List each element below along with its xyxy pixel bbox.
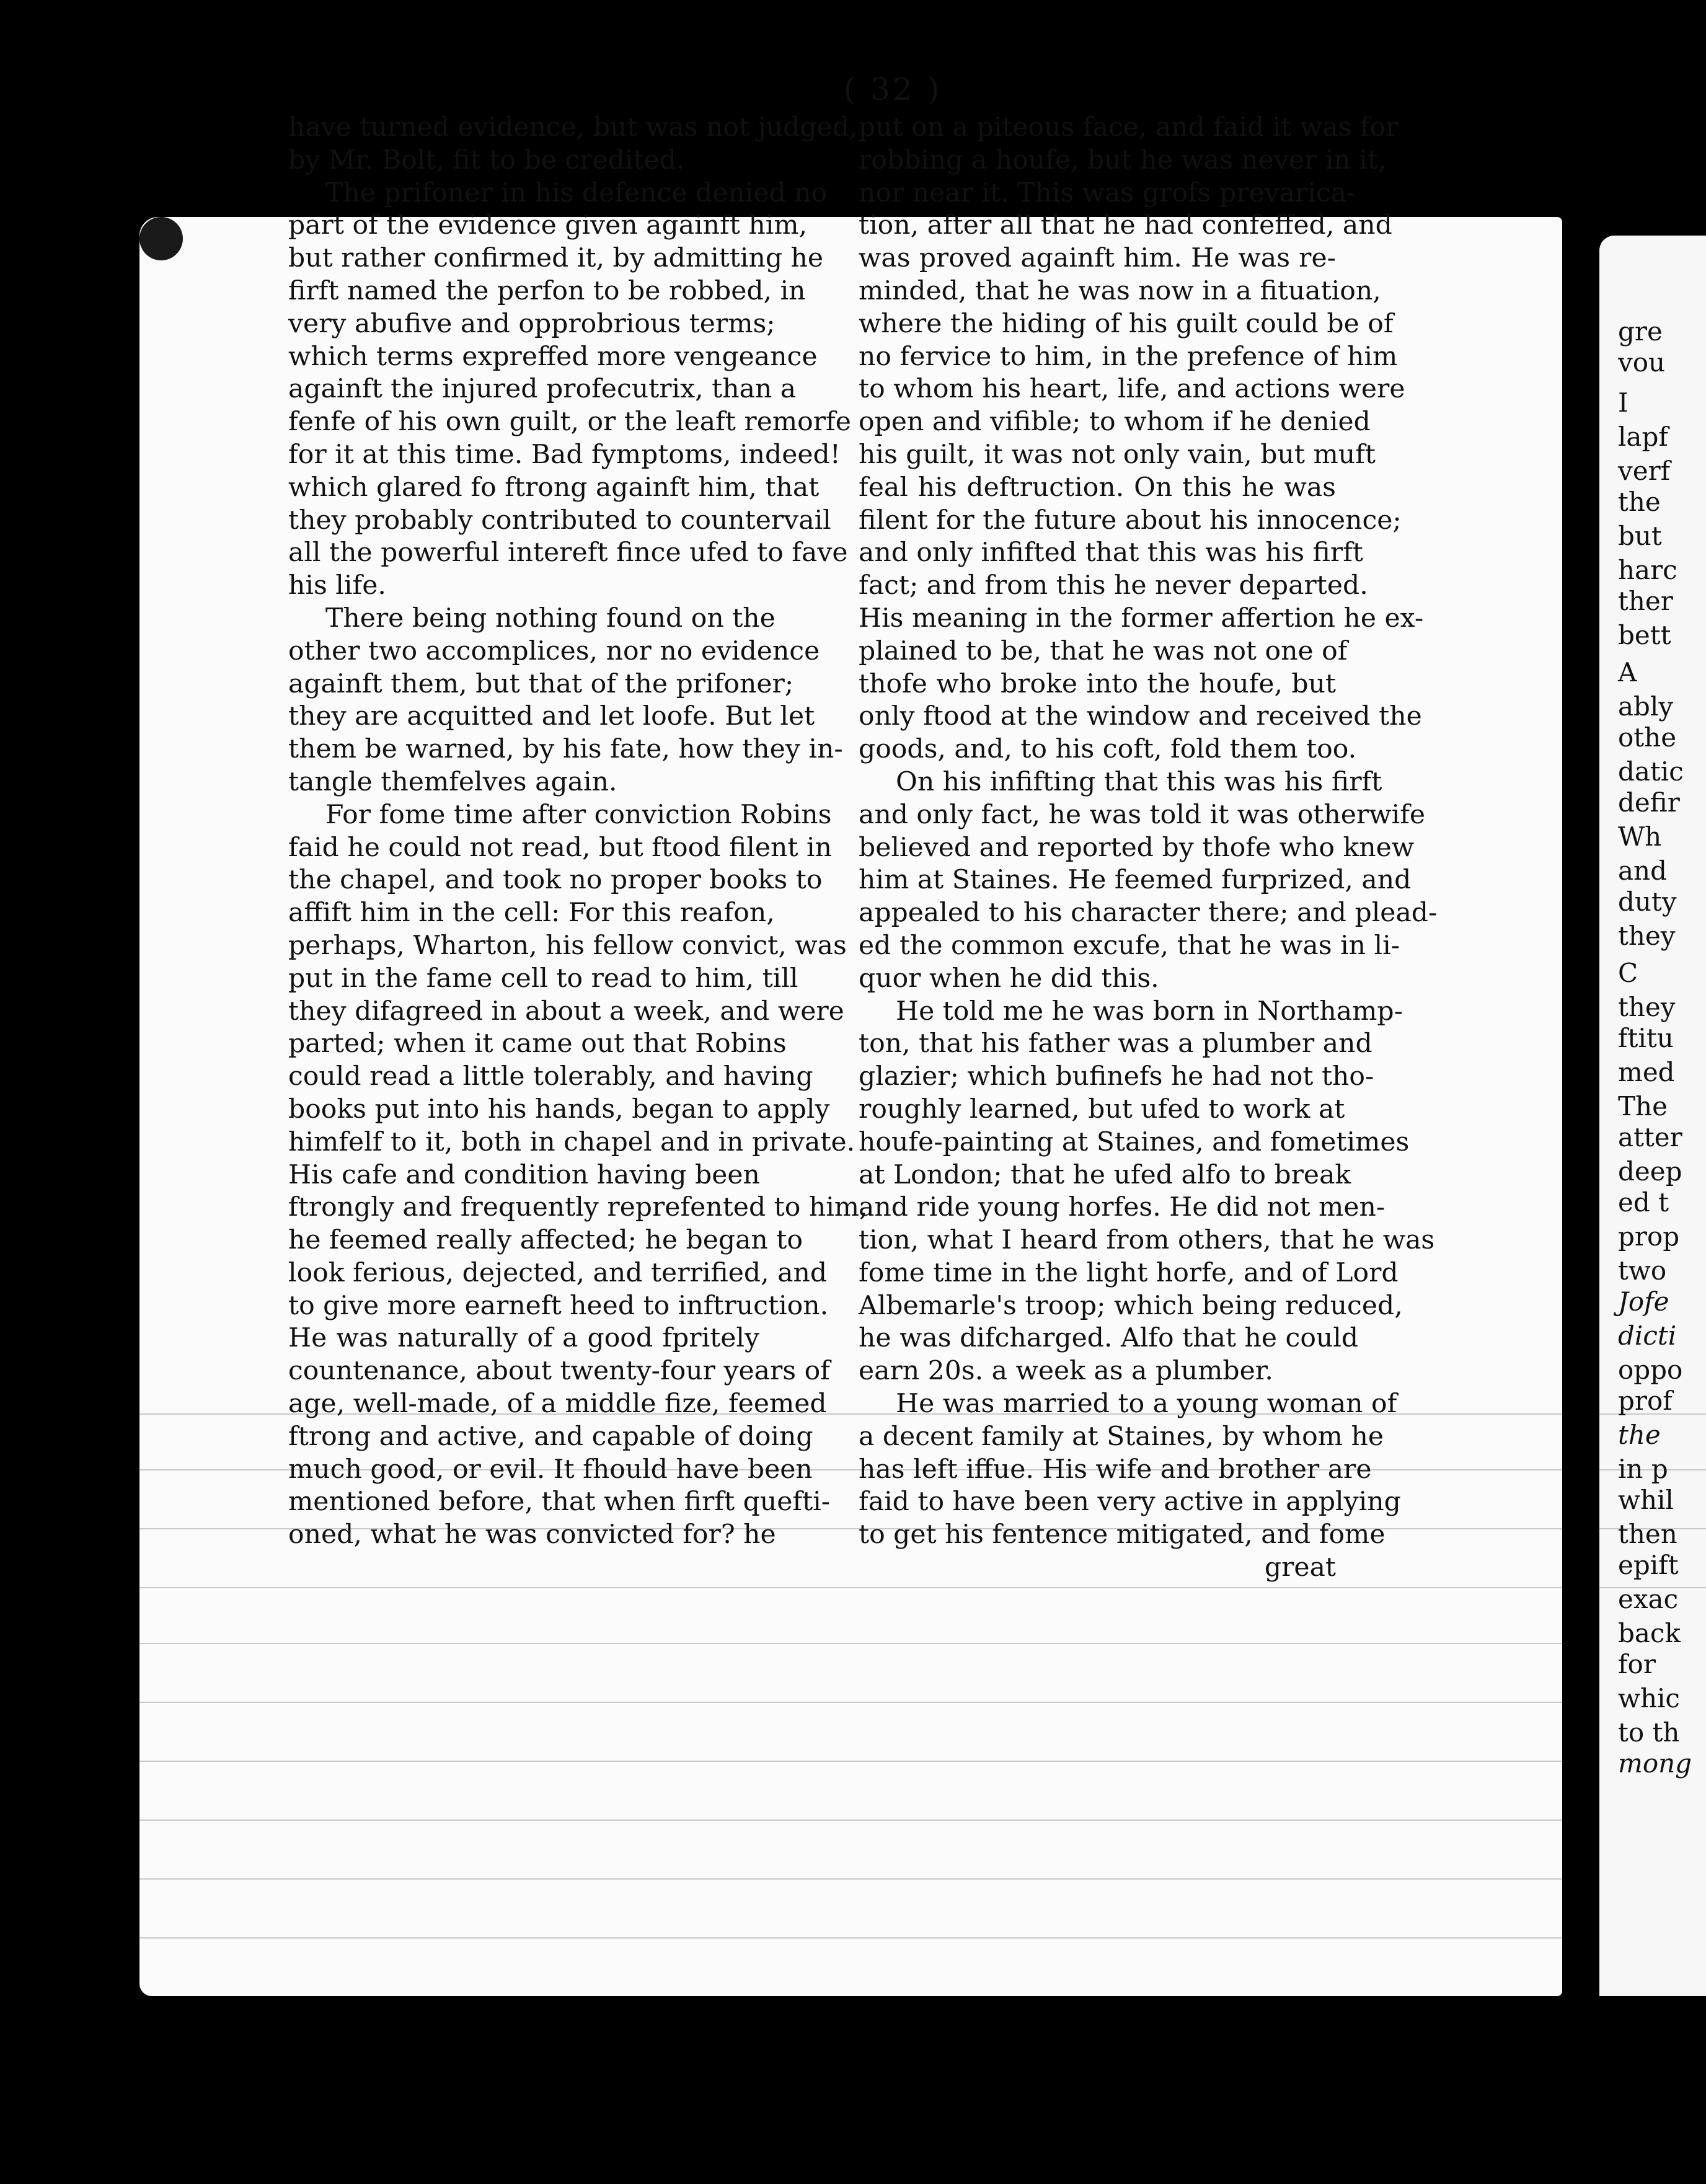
text-line: fact; and from this he never departed. — [859, 570, 1368, 601]
text-line: no fervice to him, in the prefence of him — [859, 341, 1398, 372]
text-line: much good, or evil. It fhould have been — [288, 1454, 813, 1485]
text-line: and only infifted that this was his firft — [859, 537, 1364, 568]
text-line: which glared fo ftrong againft him, that — [288, 472, 820, 503]
next-page-text-fragment: prop — [1618, 1221, 1680, 1252]
text-line: againft them, but that of the prifoner; — [288, 668, 794, 699]
horizontal-rule — [139, 1702, 1562, 1703]
next-page-text-fragment: but — [1618, 521, 1662, 551]
next-page-text-fragment: the — [1618, 487, 1661, 517]
text-line: The prifoner in his defence denied no — [325, 177, 828, 208]
text-line: plained to be, that he was not one of — [859, 635, 1348, 666]
horizontal-rule — [139, 1587, 1562, 1588]
next-page-text-fragment: dicti — [1618, 1320, 1677, 1351]
next-page-text-fragment: and — [1618, 855, 1667, 886]
next-page-text-fragment: two — [1618, 1255, 1667, 1286]
text-line: appealed to his character there; and plead- — [859, 898, 1438, 929]
next-page-text-fragment: epift — [1618, 1550, 1679, 1580]
text-line: againft the injured profecutrix, than a — [288, 374, 797, 405]
text-line: for it at this time. Bad fymptoms, indeed! — [288, 439, 841, 470]
text-line: On his infifting that this was his firft — [896, 766, 1382, 797]
next-page-text-fragment: med — [1618, 1057, 1675, 1087]
text-line: houfe-painting at Staines, and fometimes — [859, 1126, 1410, 1157]
next-page-text-fragment: oppo — [1618, 1355, 1683, 1385]
text-line: faid to have been very active in applying — [859, 1487, 1401, 1518]
text-line: nor near it. This was grofs prevarica- — [859, 177, 1356, 208]
text-line: which terms expreffed more vengeance — [288, 341, 818, 372]
text-line: very abufive and opprobrious terms; — [288, 308, 776, 339]
next-page-text-fragment: harc — [1618, 555, 1677, 585]
next-page-text-fragment: C — [1618, 958, 1638, 988]
next-page-text-fragment: gre — [1618, 316, 1663, 347]
next-page-text-fragment: to th — [1618, 1717, 1680, 1748]
next-page-text-fragment: exac — [1618, 1584, 1679, 1614]
text-line: mentioned before, that when firft quefti- — [288, 1487, 831, 1518]
text-line: believed and reported by thofe who knew — [859, 832, 1415, 863]
text-line: at London; that he ufed alfo to break — [859, 1159, 1351, 1190]
next-page-text-fragment: datic — [1618, 756, 1684, 787]
next-page-text-fragment: Jofe — [1618, 1286, 1669, 1317]
text-line: they difagreed in about a week, and were — [288, 996, 844, 1027]
text-line: For fome time after conviction Robins — [325, 799, 832, 830]
text-line: him at Staines. He feemed furprized, and — [859, 865, 1412, 896]
text-line: tion, what I heard from others, that he was — [859, 1225, 1435, 1256]
text-line: He was naturally of a good fpritely — [288, 1323, 759, 1354]
text-line: earn 20s. a week as a plumber. — [859, 1356, 1273, 1387]
text-line: could read a little tolerably, and having — [288, 1061, 813, 1092]
text-line: perhaps, Wharton, his fellow convict, was — [288, 930, 847, 961]
text-line: put on a piteous face, and faid it was for — [859, 112, 1399, 143]
text-line: minded, that he was now in a fituation, — [859, 275, 1381, 306]
next-page-text-fragment: vou — [1618, 347, 1666, 378]
left-text-column — [288, 112, 868, 1552]
next-page-text-fragment: prof — [1618, 1386, 1673, 1416]
next-page-text-fragment: ably — [1618, 691, 1674, 722]
text-line: all the powerful intereft fince ufed to fave — [288, 537, 848, 568]
text-line: a decent family at Staines, by whom he — [859, 1421, 1384, 1452]
next-page-text-fragment: mong — [1618, 1748, 1692, 1779]
text-line: other two accomplices, nor no evidence — [288, 635, 820, 666]
horizontal-rule — [139, 1819, 1562, 1821]
text-line: to whom his heart, life, and actions were — [859, 374, 1405, 405]
next-page-text-fragment: A — [1618, 657, 1637, 687]
next-page-text-fragment: I — [1618, 387, 1629, 418]
next-page-text-fragment: bett — [1618, 620, 1671, 650]
text-line: ftrongly and frequently reprefented to him, — [288, 1192, 868, 1223]
text-line: have turned evidence, but was not judged, — [288, 112, 858, 143]
text-line: parted; when it came out that Robins — [288, 1028, 787, 1059]
text-line: glazier; which bufinefs he had not tho- — [859, 1061, 1374, 1092]
next-page-text-fragment: defir — [1618, 787, 1680, 818]
next-page-text-fragment: othe — [1618, 722, 1677, 753]
text-line: thofe who broke into the houfe, but — [859, 668, 1336, 699]
text-line: was proved againft him. He was re- — [859, 243, 1336, 274]
text-line: by Mr. Bolt, fit to be credited. — [288, 144, 685, 175]
text-line: He was married to a young woman of — [896, 1389, 1397, 1420]
text-line: they are acquitted and let loofe. But let — [288, 701, 815, 732]
next-page-text-fragment: for — [1618, 1649, 1656, 1679]
text-line: to give more earneft heed to inftruction. — [288, 1290, 829, 1321]
text-line: goods, and, to his coft, fold them too. — [859, 734, 1357, 765]
page-number: ( 32 ) — [843, 71, 942, 107]
next-page-text-fragment: atter — [1618, 1122, 1682, 1152]
text-line: quor when he did this. — [859, 963, 1159, 994]
text-line: put in the fame cell to read to him, till — [288, 963, 798, 994]
text-line: age, well-made, of a middle fize, feemed — [288, 1389, 827, 1420]
text-line: books put into his hands, began to apply — [288, 1094, 830, 1125]
next-page-text-fragment: The — [1618, 1091, 1668, 1121]
text-line: ed the common excufe, that he was in li- — [859, 930, 1400, 961]
text-line: He told me he was born in Northamp- — [896, 996, 1403, 1027]
next-page-text-fragment: the — [1618, 1420, 1661, 1450]
text-line: he feemed really affected; he began to — [288, 1225, 803, 1256]
text-line: His cafe and condition having been — [288, 1159, 760, 1190]
text-line: tion, after all that he had confeffed, and — [859, 210, 1392, 241]
text-line: faid he could not read, but ftood filent in — [288, 832, 832, 863]
next-page-text-fragment: whil — [1618, 1485, 1674, 1515]
text-line: they probably contributed to countervail — [288, 505, 831, 536]
next-page-text-fragment: deep — [1618, 1156, 1682, 1187]
next-page-text-fragment: back — [1618, 1618, 1681, 1648]
next-page-text-fragment: they — [1618, 992, 1676, 1022]
next-page-text-fragment: ed t — [1618, 1187, 1669, 1218]
text-line: robbing a houfe, but he was never in it, — [859, 144, 1387, 175]
next-page-text-fragment: verf — [1618, 456, 1671, 486]
text-line: filent for the future about his innocence; — [859, 505, 1402, 536]
text-line: fenfe of his own guilt, or the leaft remorfe — [288, 407, 851, 438]
next-page-edge — [1599, 236, 1706, 1996]
next-page-text-fragment: ther — [1618, 586, 1673, 616]
next-page-text-fragment: in p — [1618, 1454, 1668, 1484]
next-page-text-fragment: Wh — [1618, 821, 1662, 852]
text-line: roughly learned, but ufed to work at — [859, 1094, 1345, 1125]
text-line: his life. — [288, 570, 386, 601]
text-line: affift him in the cell: For this reafon, — [288, 898, 775, 929]
horizontal-rule — [139, 1878, 1562, 1880]
text-line: ton, that his father was a plumber and — [859, 1028, 1372, 1059]
text-line: firft named the perfon to be robbed, in — [288, 275, 806, 306]
text-line: oned, what he was convicted for? he — [288, 1519, 776, 1550]
text-line: himfelf to it, both in chapel and in private. — [288, 1126, 855, 1157]
text-line: countenance, about twenty-four years of — [288, 1356, 830, 1387]
text-line: and only fact, he was told it was otherwife — [859, 799, 1426, 830]
next-page-text-fragment: whic — [1618, 1683, 1680, 1713]
next-page-text-fragment: duty — [1618, 886, 1677, 917]
text-line: the chapel, and took no proper books to — [288, 865, 823, 896]
text-line: There being nothing found on the — [325, 603, 776, 634]
text-line: open and vifible; to whom if he denied — [859, 407, 1371, 438]
text-line: feal his deftruction. On this he was — [859, 472, 1336, 503]
horizontal-rule — [139, 1761, 1562, 1762]
text-line: he was difcharged. Alfo that he could — [859, 1323, 1359, 1354]
catchword: great — [1264, 1552, 1336, 1583]
text-line: to get his fentence mitigated, and fome — [859, 1519, 1386, 1550]
next-page-text-fragment: they — [1618, 921, 1676, 951]
right-text-column — [859, 112, 1438, 1585]
next-page-text-fragment: ftitu — [1618, 1023, 1674, 1053]
text-line: tangle themfelves again. — [288, 766, 617, 797]
text-line: ftrong and active, and capable of doing — [288, 1421, 813, 1452]
text-line: His meaning in the former affertion he ex- — [859, 603, 1424, 634]
text-line: them be warned, by his fate, how they in- — [288, 734, 843, 765]
text-line: where the hiding of his guilt could be of — [859, 308, 1394, 339]
text-line: part of the evidence given againft him, — [288, 210, 808, 241]
horizontal-rule — [139, 1937, 1562, 1939]
text-line: only ftood at the window and received the — [859, 701, 1422, 732]
text-line: has left iffue. His wife and brother are — [859, 1454, 1372, 1485]
horizontal-rule — [139, 1643, 1562, 1644]
text-line: but rather confirmed it, by admitting he — [288, 243, 824, 274]
text-line: his guilt, it was not only vain, but muft — [859, 439, 1376, 470]
next-page-text-fragment: then — [1618, 1519, 1677, 1549]
text-line: fome time in the light horfe, and of Lord — [859, 1257, 1399, 1288]
text-line: look ferious, dejected, and terrified, and — [288, 1257, 828, 1288]
text-line: Albemarle's troop; which being reduced, — [859, 1290, 1403, 1321]
next-page-text-fragment: lapf — [1618, 422, 1668, 452]
text-line: and ride young horfes. He did not men- — [859, 1192, 1386, 1223]
page-corner-mark — [139, 217, 183, 260]
